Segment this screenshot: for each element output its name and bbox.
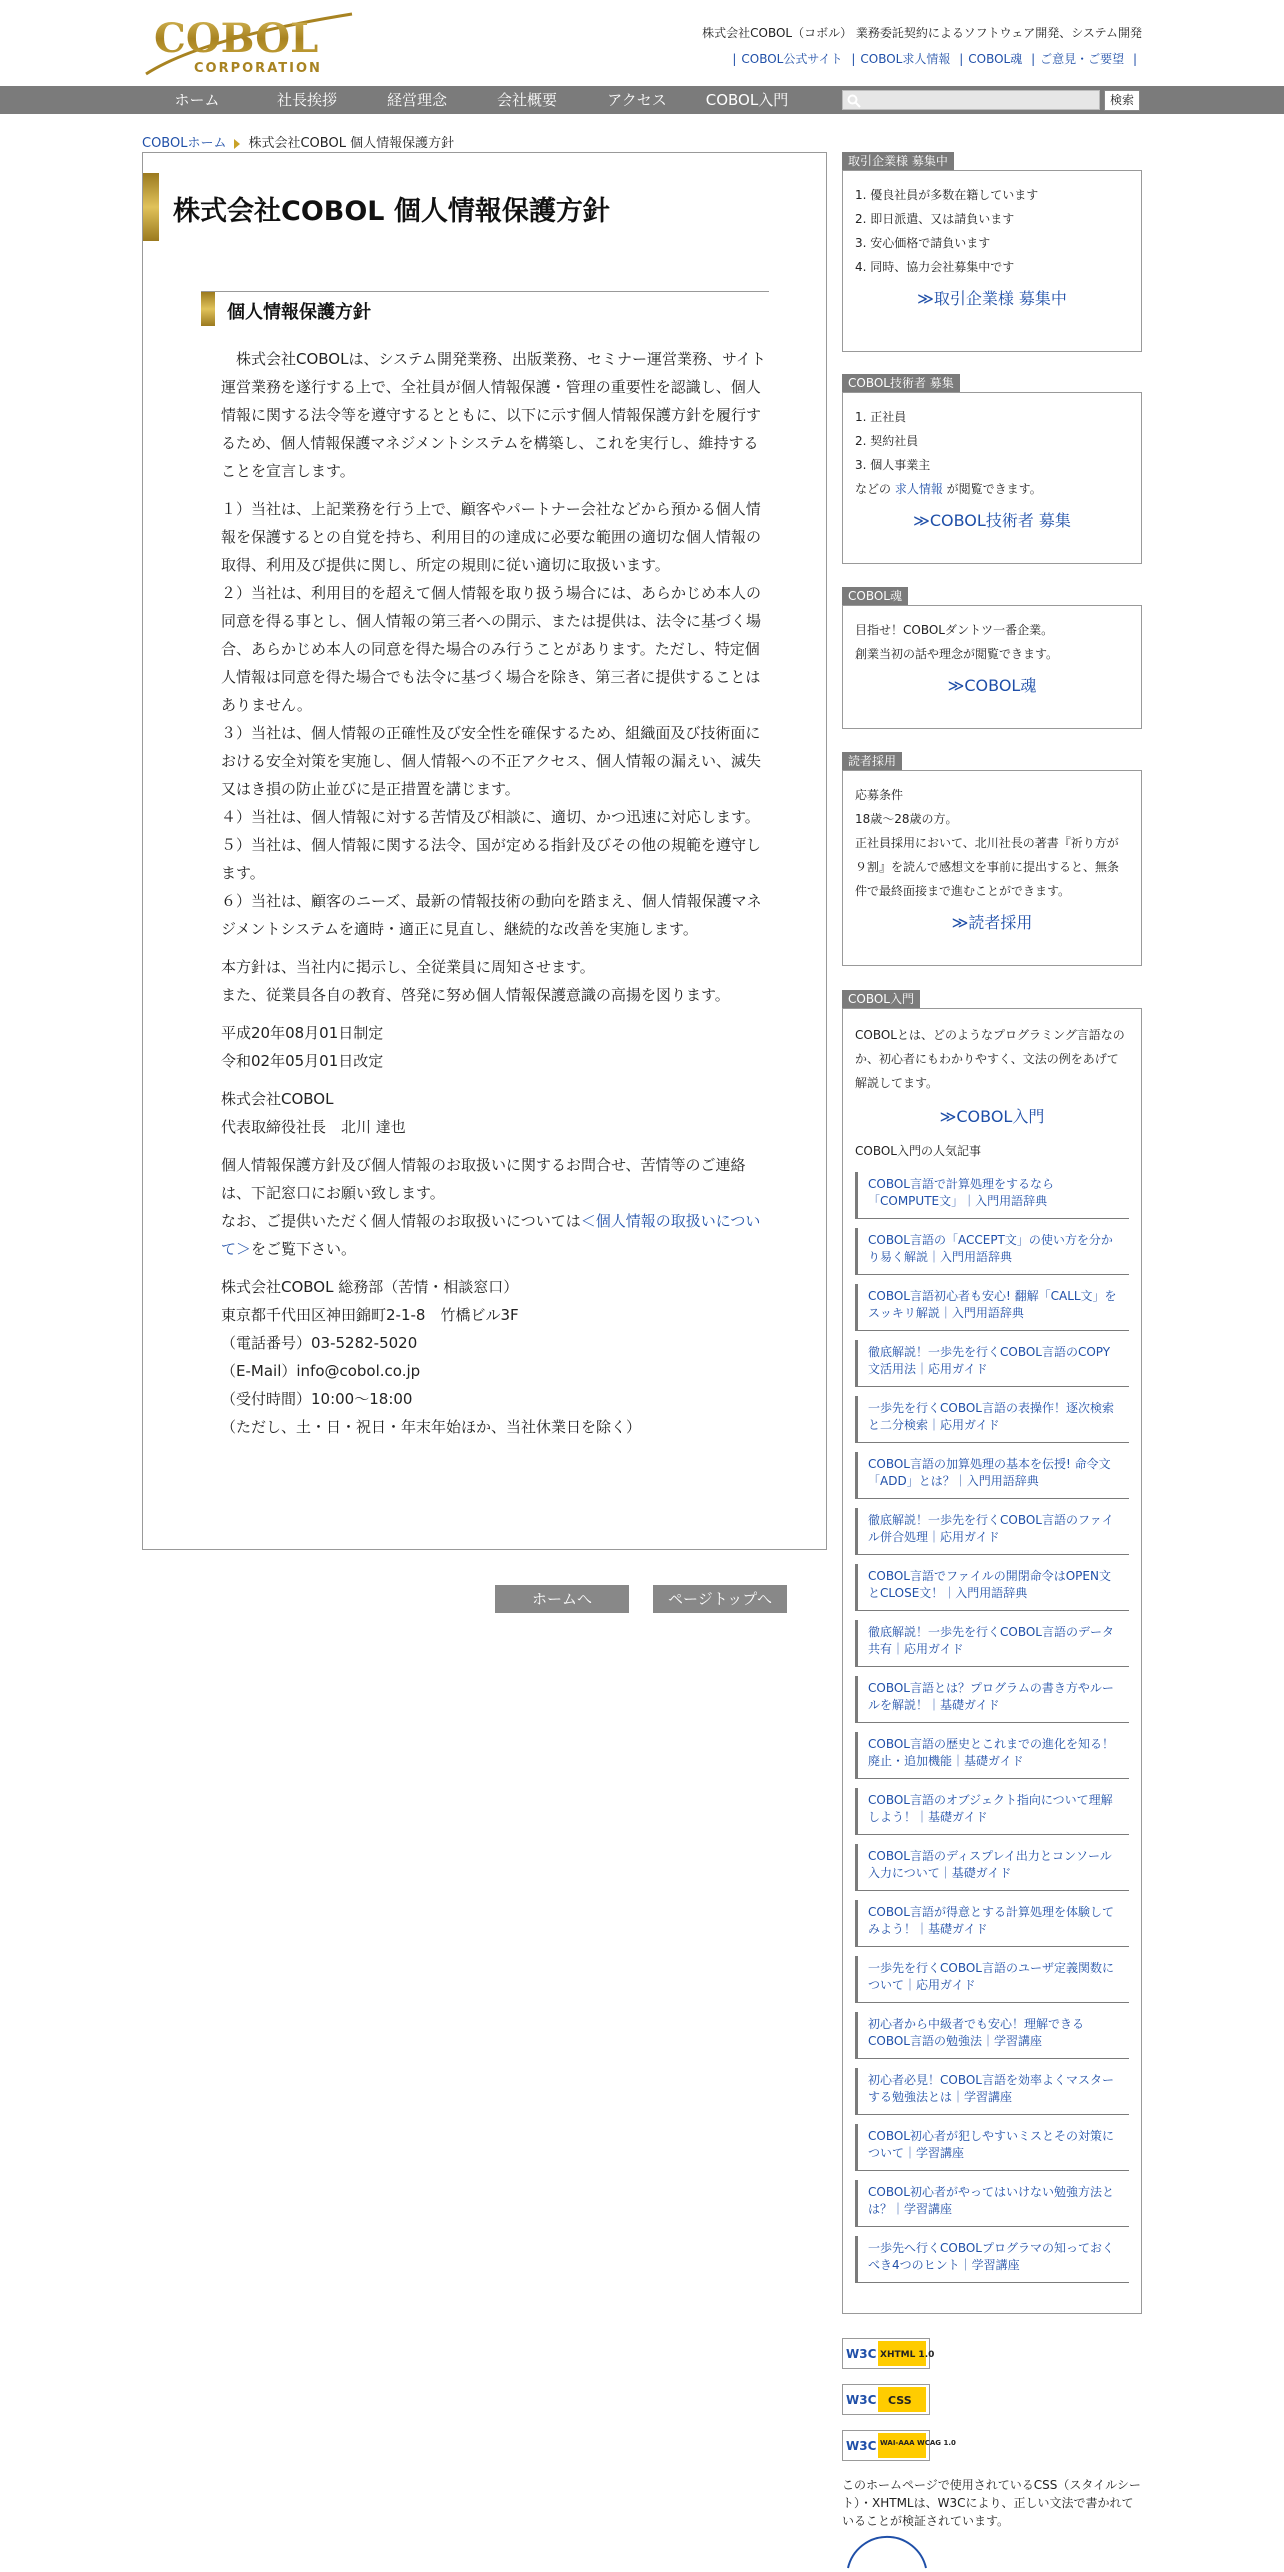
breadcrumb-arrow-icon <box>234 139 240 149</box>
popular-article-link[interactable]: 徹底解説！一歩先を行くCOBOL言語のファイル併合処理｜応用ガイド <box>855 1508 1129 1555</box>
privacy-mark-icon <box>842 2544 932 2568</box>
svg-text:WAI-AAA WCAG 1.0: WAI-AAA WCAG 1.0 <box>880 2439 956 2447</box>
sidebar-line: 3. 個人事業主 <box>855 458 931 472</box>
popular-article-link[interactable]: COBOL言語初心者も安心! 翻解「CALL文」をスッキリ解説｜入門用語辞典 <box>855 1284 1129 1331</box>
policy-intro: 株式会社COBOLは、システム開発業務、出版業務、セミナー運営業務、サイト運営業務を遂行する上で、全社員が個人情報保護・管理の重要性を認識し、個人情報に関する法令等を遵守するとともに、以下に示す個人情報保護方針を履行するため、個人情報保護マネジメントシステムを構築し、これを実行し、維持することを宣言します。 <box>221 350 766 480</box>
policy-item: １）当社は、上記業務を行う上で、顧客やパートナー会社などから預かる個人情報を保護するとの自覚を持ち、利用目的の達成に必要な範囲の適切な個人情報の取得、利用及び提供に関し、所定の規則に従い適切に取扱います。 <box>221 500 762 574</box>
nav-company-profile[interactable]: 会社概要 <box>496 91 557 109</box>
sidebar-box <box>842 1008 1142 2314</box>
sidebar-engineer-recruit <box>842 374 1142 564</box>
job-info-link[interactable]: 求人情報 <box>894 482 943 496</box>
svg-text:W3C: W3C <box>846 2393 877 2407</box>
sidebar-line: 1. 正社員 <box>855 410 907 424</box>
sidebar-box <box>842 170 1142 352</box>
search-button[interactable]: 検索 <box>1104 90 1140 111</box>
revised-date: 令和02年05月01日改定 <box>221 1052 384 1070</box>
site-header <box>142 0 1142 86</box>
policy-item: ５）当社は、個人情報に関する法令、国が定める指針及びその他の規範を遵守します。 <box>221 836 762 882</box>
established-date: 平成20年08月01日制定 <box>221 1024 384 1042</box>
partner-recruit-link[interactable]: ≫取引企業様 募集中 <box>917 289 1067 308</box>
popular-article-link[interactable]: COBOL言語のディスプレイ出力とコンソール入力について｜基礎ガイド <box>855 1844 1129 1891</box>
w3c-xhtml-badge[interactable] <box>842 2338 935 2369</box>
link-cobol-spirit[interactable]: COBOL魂 <box>968 52 1023 66</box>
sidebar-box <box>842 770 1142 966</box>
cobol-logo[interactable] <box>142 8 362 80</box>
sidebar-tag: 取引企業様 募集中 <box>842 152 954 170</box>
sidebar-line: 目指せ！COBOLダントツ一番企業。 <box>855 623 1054 637</box>
company-name: 株式会社COBOL <box>221 1090 334 1108</box>
sidebar-line: 2. 契約社員 <box>855 434 919 448</box>
popular-article-link[interactable]: 一歩先を行くCOBOL言語のユーザ定義関数について｜応用ガイド <box>855 1956 1129 2003</box>
sidebar-line: 正社員採用において、北川社長の著書『祈り方が９割』を読んで感想文を事前に提出すると、無条件で最終面接まで進むことができます。 <box>855 836 1120 898</box>
reader-recruit-link[interactable]: ≫読者採用 <box>951 913 1033 932</box>
policy-body <box>221 345 767 1441</box>
w3c-css-badge[interactable] <box>842 2384 930 2415</box>
popular-article-link[interactable]: 一歩先へ行くCOBOLプログラマの知っておくべき4つのヒント｜学習講座 <box>855 2236 1129 2283</box>
contact-text: 個人情報保護方針及び個人情報のお取扱いに関するお問合せ、苦情等のご連絡は、下記窓口にお願い致します。 <box>221 1156 746 1202</box>
policy-item: ４）当社は、個人情報に対する苦情及び相談に、適切、かつ迅速に対応します。 <box>221 808 760 826</box>
popular-article-link[interactable]: COBOL初心者がやってはいけない勉強方法とは？｜学習講座 <box>855 2180 1129 2227</box>
popular-article-link[interactable]: COBOL言語の歴史とこれまでの進化を知る！廃止・追加機能｜基礎ガイド <box>855 1732 1129 1779</box>
popular-article-link[interactable]: COBOL言語で計算処理をするなら「COMPUTE文」｜入門用語辞典 <box>855 1172 1129 1219</box>
section-heading <box>201 291 769 327</box>
sidebar-box <box>842 392 1142 564</box>
search-area <box>842 90 1100 110</box>
popular-article-link[interactable]: COBOL言語でファイルの開閉命令はOPEN文とCLOSE文！｜入門用語辞典 <box>855 1564 1129 1611</box>
popular-article-link[interactable]: 徹底解説！一歩先を行くCOBOL言語のデータ共有｜応用ガイド <box>855 1620 1129 1667</box>
sidebar-line: 18歳～28歳の方。 <box>855 812 958 826</box>
sidebar-line: などの 求人情報 が閲覧できます。 <box>855 482 1042 496</box>
nav-home[interactable]: ホーム <box>174 91 220 109</box>
sidebar-line: 応募条件 <box>855 788 904 802</box>
sidebar-line: 2. 即日派遣、又は請負います <box>855 212 1015 226</box>
notice-line: また、従業員各自の教育、啓発に努め個人情報保護意識の高揚を図ります。 <box>221 986 730 1004</box>
policy-item: ６）当社は、顧客のニーズ、最新の情報技術の動向を踏まえ、個人情報保護マネジメントシステムを適時・適正に見直し、継続的な改善を実施します。 <box>221 892 762 938</box>
sidebar-line: 3. 安心価格で請負います <box>855 236 991 250</box>
breadcrumb-current: 株式会社COBOL 個人情報保護方針 <box>248 136 455 151</box>
sidebar-tag: COBOL技術者 募集 <box>842 374 960 392</box>
address-line: 東京都千代田区神田錦町2-1-8 竹橋ビル3F <box>221 1306 519 1324</box>
ceo-name: 代表取締役社長 北川 達也 <box>221 1118 406 1136</box>
svg-text:CORPORATION: CORPORATION <box>194 61 322 76</box>
global-nav <box>0 86 1284 114</box>
nav-philosophy[interactable]: 経営理念 <box>386 91 447 109</box>
sidebar-line: 1. 優良社員が多数在籍しています <box>855 188 1039 202</box>
svg-text:W3C: W3C <box>846 2439 877 2453</box>
header-links: | COBOL公式サイト | COBOL求人情報 | COBOL魂 | ご意見・ご要望 | <box>732 52 1137 66</box>
popular-article-link[interactable]: 一歩先を行くCOBOL言語の表操作！逐次検索と二分検索｜応用ガイド <box>855 1396 1129 1443</box>
w3c-note: このホームページで使用されているCSS（スタイルシート）・XHTMLは、W3Cにより、正しい文法で書かれていることが検証されています。 <box>842 2478 1141 2528</box>
site-tagline: 株式会社COBOL（コボル） 業務委託契約によるソフトウェア開発、システム開発 <box>702 26 1142 40</box>
address-line: （E-Mail）info@cobol.co.jp <box>221 1362 421 1380</box>
nav-ceo-greeting[interactable]: 社長挨拶 <box>276 91 337 109</box>
page-top-button[interactable]: ページトップへ <box>653 1585 787 1613</box>
popular-articles-heading: COBOL入門の人気記事 <box>855 1144 981 1158</box>
privacy-handling-link[interactable]: ＜個人情報の取扱いについて＞ <box>221 1212 761 1258</box>
section-title: 個人情報保護方針 <box>227 302 371 323</box>
cobol-spirit-link[interactable]: ≫COBOL魂 <box>947 676 1037 695</box>
engineer-recruit-link[interactable]: ≫COBOL技術者 募集 <box>913 511 1071 530</box>
svg-text:W3C: W3C <box>846 2347 877 2361</box>
sidebar-cobol-spirit <box>842 587 1142 729</box>
search-input[interactable] <box>842 90 1100 110</box>
w3c-wcag-badge[interactable] <box>842 2430 956 2461</box>
sidebar-reader-recruit <box>842 752 1142 966</box>
cobol-intro-link[interactable]: ≫COBOL入門 <box>939 1107 1045 1126</box>
svg-text:XHTML 1.0: XHTML 1.0 <box>880 2350 935 2360</box>
popular-article-link[interactable]: COBOL言語の「ACCEPT文」の使い方を分かり易く解説｜入門用語辞典 <box>855 1228 1129 1275</box>
sidebar-partner-recruit <box>842 152 1142 352</box>
sidebar-line: 4. 同時、協力会社募集中です <box>855 260 1015 274</box>
policy-item: ２）当社は、利用目的を超えて個人情報を取り扱う場合には、あらかじめ本人の同意を得る事とし、個人情報の第三者への開示、または提供は、法令に基づく場合、あらかじめ本人の同意を得た場合のみ行うことがあります。ただし、特定個人情報は同意を得た場合でも法令に基づく場合を除き、第三者に提供することはありません。 <box>221 584 762 714</box>
page-title: 株式会社COBOL 個人情報保護方針 <box>173 196 610 227</box>
popular-article-link[interactable]: COBOL言語のオブジェクト指向について理解しよう！｜基礎ガイド <box>855 1788 1129 1835</box>
home-button[interactable]: ホームへ <box>495 1585 629 1613</box>
sidebar-cobol-intro <box>842 990 1142 2314</box>
address-line: （受付時間）10:00～18:00 <box>221 1390 413 1408</box>
nav-cobol-intro[interactable]: COBOL入門 <box>705 91 789 109</box>
address-line: 株式会社COBOL 総務部（苦情・相談窓口） <box>221 1278 519 1296</box>
link-official-site[interactable]: COBOL公式サイト <box>741 52 843 66</box>
sidebar-tag: COBOL入門 <box>842 990 920 1008</box>
sidebar-box <box>842 605 1142 729</box>
contact-text-2: なお、ご提供いただく個人情報のお取扱いについては＜個人情報の取扱いについて＞をご覧下さい。 <box>221 1212 761 1258</box>
popular-article-link[interactable]: 初心者必見！COBOL言語を効率よくマスターする勉強法とは｜学習講座 <box>855 2068 1129 2115</box>
sidebar-tag: COBOL魂 <box>842 587 908 605</box>
popular-article-link[interactable]: COBOL言語とは？プログラムの書き方やルールを解説！｜基礎ガイド <box>855 1676 1129 1723</box>
address-line: （電話番号）03-5282-5020 <box>221 1334 418 1352</box>
notice-line: 本方針は、当社内に掲示し、全従業員に周知させます。 <box>221 958 595 976</box>
link-job-info[interactable]: COBOL求人情報 <box>860 52 951 66</box>
search-icon <box>847 94 861 108</box>
svg-text:COBOL: COBOL <box>154 15 319 62</box>
section-accent-bar <box>201 292 215 326</box>
title-accent-bar <box>143 173 159 241</box>
page-title-block <box>143 173 823 241</box>
sidebar-tag: 読者採用 <box>842 752 902 770</box>
link-feedback[interactable]: ご意見・ご要望 <box>1040 52 1125 66</box>
nav-access[interactable]: アクセス <box>607 91 667 109</box>
sidebar-line: 創業当初の話や理念が閲覧できます。 <box>855 647 1059 661</box>
main-content <box>142 152 827 1550</box>
policy-item: ３）当社は、個人情報の正確性及び安全性を確保するため、組織面及び技術面における安全対策を実施し、個人情報への不正アクセス、個人情報の漏えい、滅失又はき損の防止並びに是正措置を講じます。 <box>221 724 762 798</box>
popular-articles-list <box>855 1172 1129 2283</box>
popular-article-link[interactable]: 徹底解説！一歩先を行くCOBOL言語のCOPY文活用法｜応用ガイド <box>855 1340 1129 1387</box>
popular-article-link[interactable]: COBOL初心者が犯しやすいミスとその対策について｜学習講座 <box>855 2124 1129 2171</box>
popular-article-link[interactable]: 初心者から中級者でも安心！理解できるCOBOL言語の勉強法｜学習講座 <box>855 2012 1129 2059</box>
popular-article-link[interactable]: COBOL言語が得意とする計算処理を体験してみよう！｜基礎ガイド <box>855 1900 1129 1947</box>
popular-article-link[interactable]: COBOL言語の加算処理の基本を伝授! 命令文「ADD」とは？｜入門用語辞典 <box>855 1452 1129 1499</box>
breadcrumb-home[interactable]: COBOLホーム <box>142 136 227 151</box>
cobol-intro-text: COBOLとは、どのようなプログラミング言語なのか、初心者にもわかりやすく、文法の例をあげて解説してます。 <box>855 1028 1125 1090</box>
breadcrumb <box>142 132 454 151</box>
address-line: （ただし、土・日・祝日・年末年始ほか、当社休業日を除く） <box>221 1418 642 1436</box>
svg-text:CSS: CSS <box>888 2394 912 2407</box>
